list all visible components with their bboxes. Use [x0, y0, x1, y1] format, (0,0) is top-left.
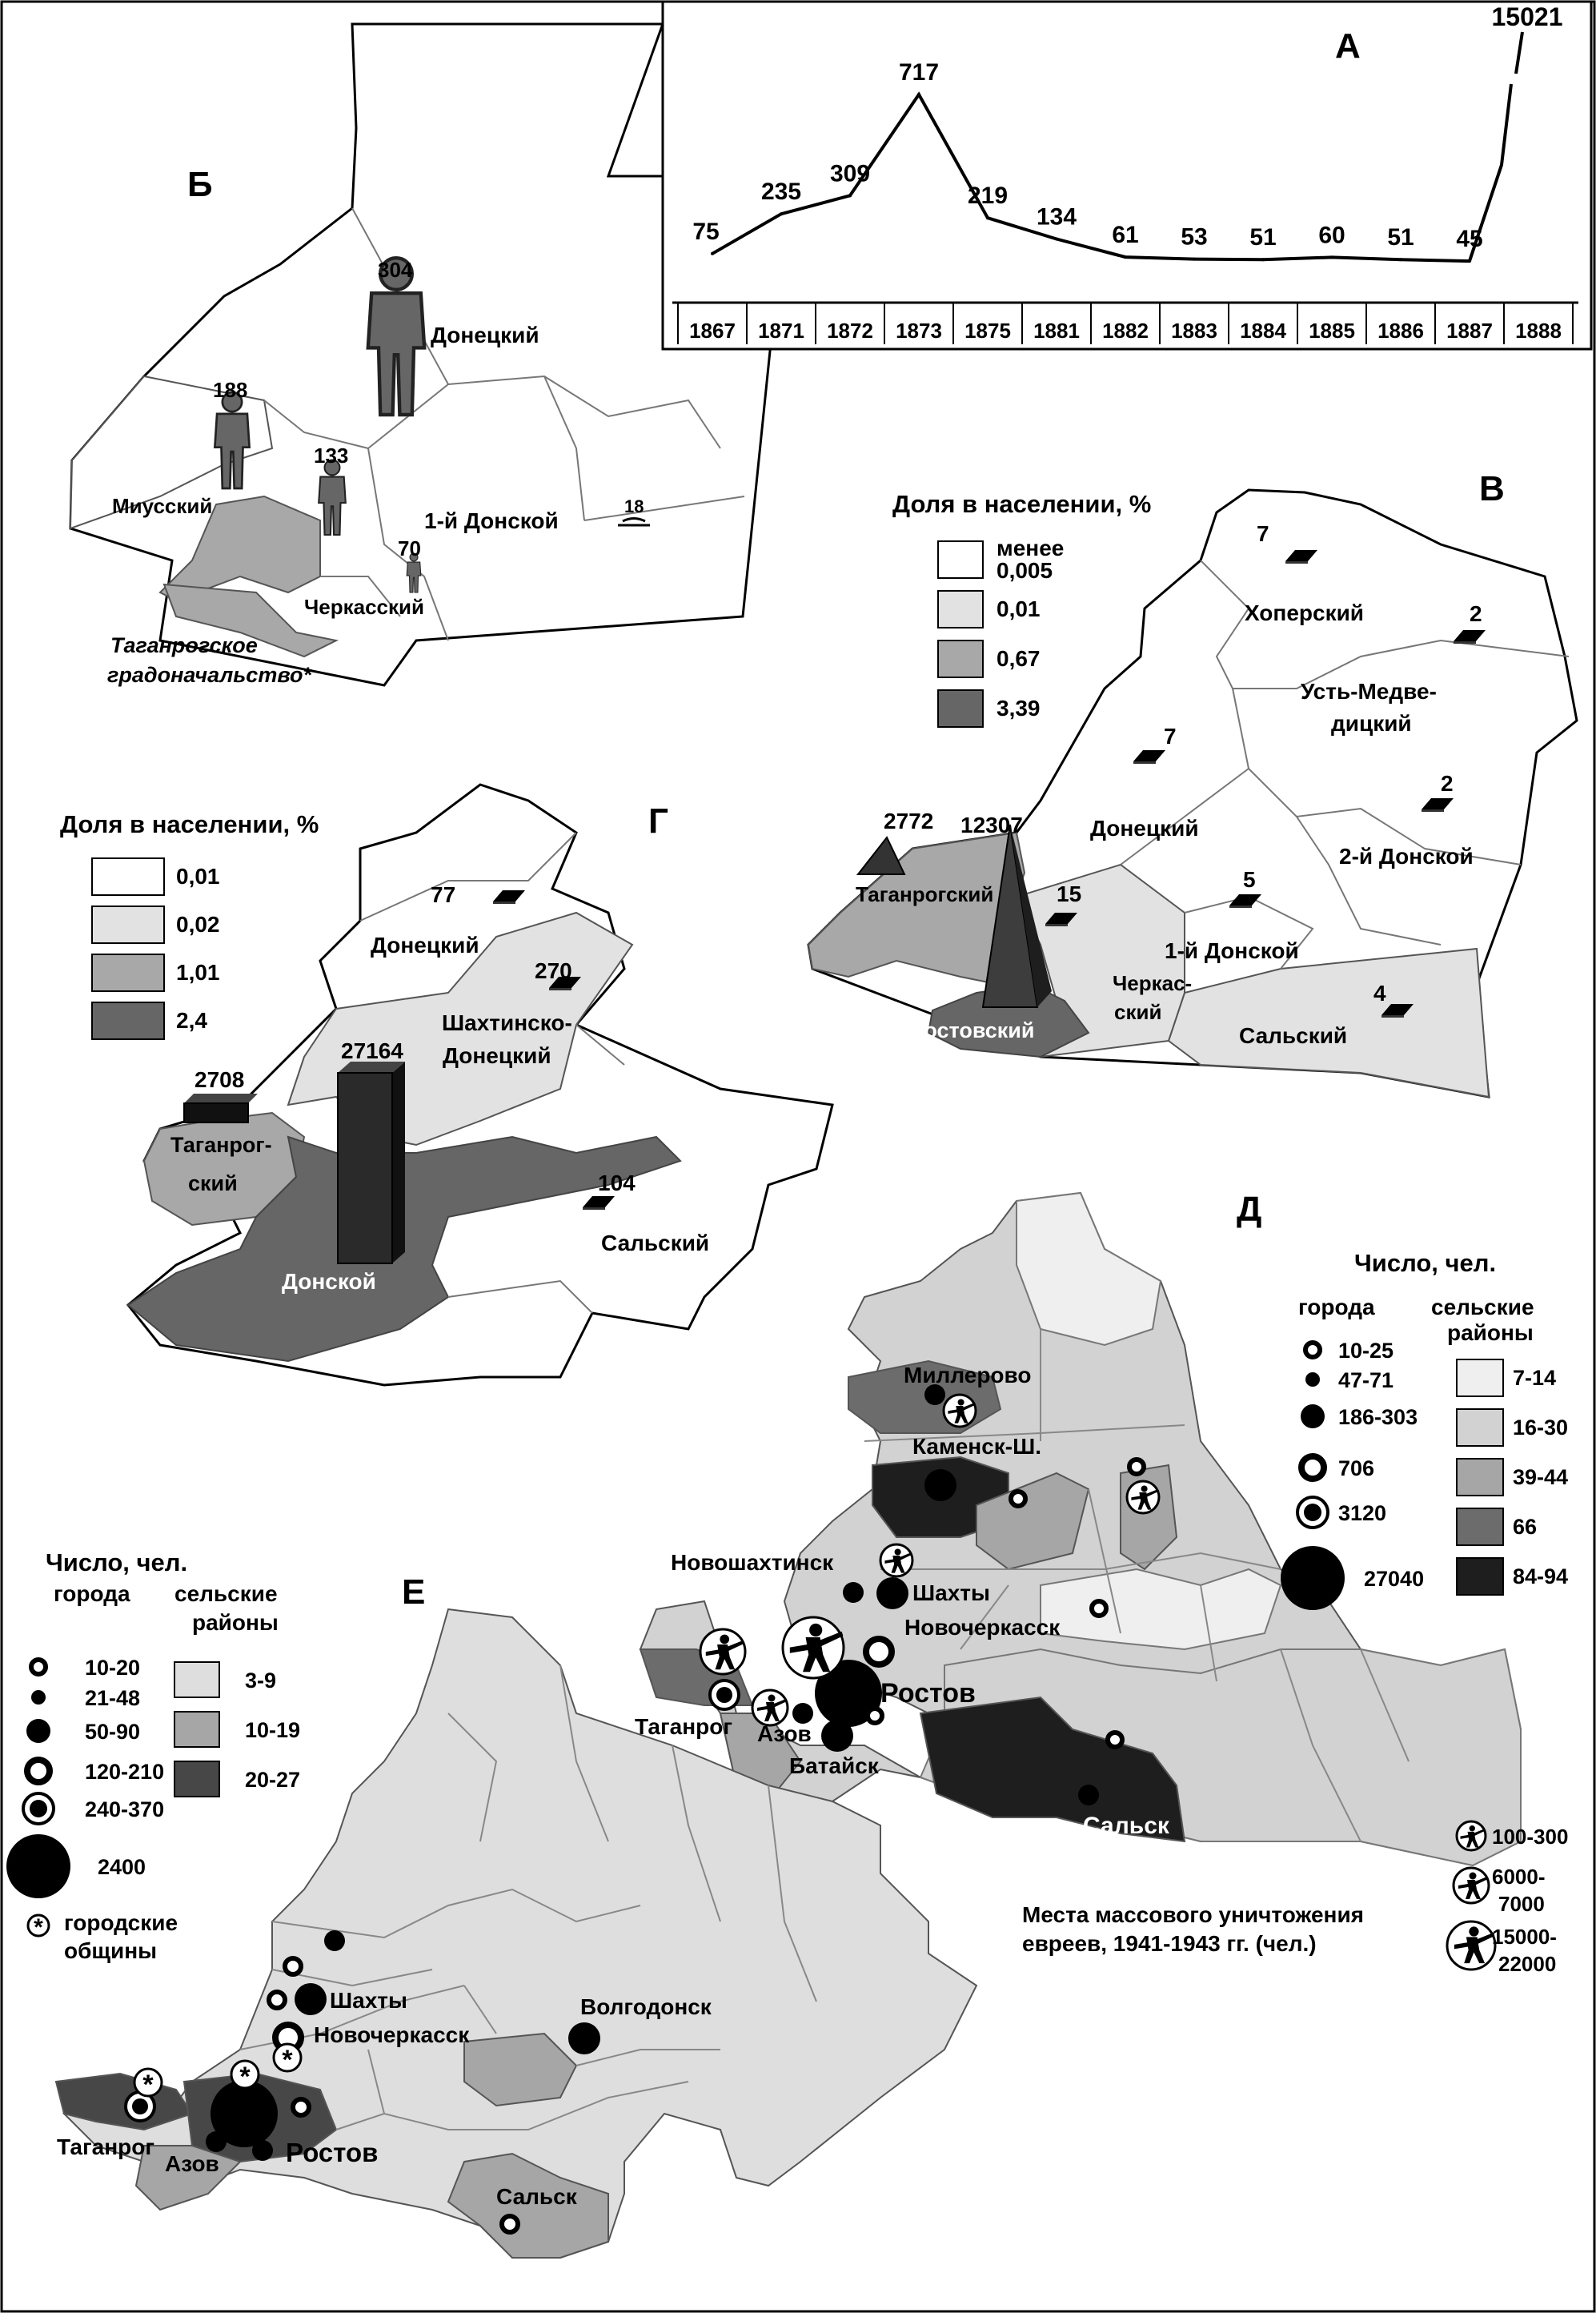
map-d-marker [1011, 1492, 1025, 1506]
map-b-region-miussky: Миусский [112, 494, 213, 518]
map-g-bar-donskoy-side [392, 1062, 405, 1263]
svg-text:*: * [282, 2045, 293, 2075]
chart-a-data-label: 45 [1456, 226, 1483, 253]
map-d-legend-city-label: 10-25 [1338, 1339, 1394, 1363]
map-b-region-donetsky: Донецкий [431, 323, 539, 347]
map-g-bar-taganrog [184, 1103, 248, 1122]
map-v-legend-swatch [938, 690, 983, 727]
map-g-legend-label: 0,02 [176, 912, 220, 937]
panel-g-letter: Г [648, 801, 668, 841]
map-d-marker [843, 1582, 864, 1603]
map-g-value-donetsky: 77 [431, 882, 456, 907]
map-d-legend-swatch [1457, 1459, 1503, 1496]
chart-a-point [1399, 258, 1402, 261]
map-e-city-azov: Азов [165, 2151, 219, 2176]
map-e-legend-city-label: 21-48 [85, 1686, 141, 1710]
map-e-marker [293, 2099, 309, 2115]
panel-a-letter: А [1335, 26, 1361, 66]
map-d-legend-rural-label: 84-94 [1513, 1564, 1569, 1588]
chart-a-point [917, 93, 920, 96]
map-e-marker [285, 1958, 301, 1974]
map-d-city-millerovo: Миллерово [904, 1363, 1032, 1387]
soldier-icon [1457, 1821, 1486, 1850]
map-e-legend-title: Число, чел. [46, 1548, 188, 1576]
map-e-legend-city-marker [26, 1719, 50, 1743]
map-v-value-taganrog: 2772 [884, 809, 934, 833]
map-e-legend-city-marker [27, 1760, 50, 1782]
map-v-value-rostov: 12307 [960, 813, 1023, 837]
map-e-marker [252, 2140, 273, 2161]
map-g-legend-label: 0,01 [176, 864, 220, 889]
soldier-icon [1447, 1921, 1495, 1970]
map-e-legend-city-marker [31, 1660, 46, 1674]
map-e-marker [568, 2022, 600, 2054]
chart-a-x-tick-label: 1886 [1377, 319, 1424, 343]
map-g-region-taganrog-line1: Таганрог- [170, 1133, 272, 1157]
map-g-value-shakht: 270 [535, 958, 572, 983]
map-e-marker [324, 1930, 345, 1951]
map-e-marker [502, 2216, 518, 2232]
map-d-legend-city-label: 47-71 [1338, 1368, 1394, 1392]
map-v-value-don1: 5 [1243, 867, 1256, 892]
map-v-region-don2: 2-й Донской [1339, 844, 1474, 869]
map-g-value-taganrog: 2708 [194, 1067, 245, 1092]
map-e-city-shakhty: Шахты [330, 1988, 407, 2013]
map-d-marker [924, 1469, 956, 1501]
map-d-marker [716, 1687, 732, 1703]
map-v-legend-swatch [938, 591, 983, 628]
map-e-legend-rural-label: 3-9 [245, 1668, 277, 1693]
map-d-city-kamensk: Каменск-Ш. [912, 1434, 1042, 1459]
map-g-legend-swatch [92, 1002, 164, 1039]
map-d-light-region-north [1017, 1193, 1161, 1345]
map-d-legend-city-marker-core [1304, 1504, 1321, 1521]
map-d-city-azov: Азов [757, 1721, 812, 1746]
map-g-legend-label: 1,01 [176, 960, 220, 985]
soldier-icon [880, 1544, 912, 1576]
map-e-legend-communities-line2: общины [64, 1938, 158, 1963]
map-e-legend-city-label: 120-210 [85, 1760, 165, 1784]
map-e-legend-city-marker [31, 1690, 46, 1705]
chart-a-point [1193, 258, 1196, 261]
map-d-legend-city-marker [1305, 1343, 1320, 1357]
map-e-legend-rural-label: 20-27 [245, 1768, 301, 1792]
map-e-rural-legend [174, 1662, 300, 1797]
chart-a-data-label: 219 [967, 183, 1009, 210]
map-d-marker [1078, 1785, 1099, 1805]
map-v-legend-label: 0,67 [996, 646, 1041, 671]
chart-a-data-label: 61 [1112, 222, 1139, 249]
soldier-icon [700, 1629, 745, 1674]
svg-text:*: * [34, 1914, 43, 1941]
map-e-city-novocherkassk: Новочеркасск [314, 2022, 470, 2047]
map-e-legend-city-marker [6, 1834, 70, 1898]
map-d-city-salsk: Сальск [1083, 1813, 1169, 1839]
map-d-legend-title: Число, чел. [1354, 1249, 1497, 1277]
map-g-region-donskoy: Донской [282, 1269, 376, 1294]
soldier-icon [783, 1617, 844, 1678]
map-v-region-ustmed-line1: Усть-Медве- [1301, 679, 1437, 704]
soldier-icon [1454, 1868, 1489, 1903]
map-d-city-legend [1281, 1339, 1424, 1610]
map-v-value-don2: 2 [1441, 771, 1454, 796]
map-e-legend-swatch [174, 1662, 219, 1697]
map-v-region-cherk-line1: Черкас- [1113, 971, 1193, 995]
map-g-bar-taganrog-top [184, 1094, 258, 1103]
map-d-legend-city-marker [1301, 1456, 1324, 1479]
map-v-legend-title: Доля в населении, % [892, 490, 1152, 518]
map-b-city-line1: Таганрогское [110, 633, 258, 657]
map-d-massacre-legend-label: 100-300 [1492, 1825, 1569, 1849]
map-d-rural-legend [1457, 1359, 1568, 1595]
map-d-legend-swatch [1457, 1409, 1503, 1446]
chart-a-data-label: 51 [1387, 224, 1414, 251]
map-d [640, 1193, 1521, 1865]
map-d-legend-swatch [1457, 1359, 1503, 1396]
chart-a [663, 2, 1591, 349]
map-g-region-shakht-line1: Шахтинско- [442, 1010, 572, 1035]
map-g-bar-donskoy [338, 1073, 392, 1263]
chart-a-x-tick-label: 1873 [896, 319, 942, 343]
map-e-city-salsk: Сальск [496, 2184, 577, 2209]
map-g-region-donetsky: Донецкий [371, 933, 479, 958]
chart-a-x-tick-label: 1875 [964, 319, 1011, 343]
map-e-legend-rural-header-line2: районы [192, 1610, 279, 1635]
map-v-region-ustmed-line2: дицкий [1331, 711, 1412, 736]
chart-a-x-tick-label: 1872 [827, 319, 873, 343]
chart-a-x-tick-label: 1867 [689, 319, 736, 343]
map-d-city-novocherkassk: Новочеркасск [904, 1615, 1061, 1640]
map-v-region-khopersky: Хоперский [1245, 600, 1365, 625]
panel-b-letter: Б [187, 165, 213, 204]
map-e-city-legend [6, 1656, 164, 1898]
map-v-region-donetsky: Донецкий [1090, 816, 1199, 841]
map-e-city-volgodonsk: Волгодонск [580, 1994, 712, 2019]
map-v-region-rostov: Ростовский [910, 1018, 1035, 1042]
map-d-legend-city-label: 3120 [1338, 1501, 1387, 1525]
map-v-legend-label-line2: 0,005 [996, 558, 1053, 583]
chart-a-point [986, 216, 989, 219]
map-v-region-don1: 1-й Донской [1165, 938, 1299, 963]
map-v [808, 490, 1577, 1097]
map-d-light-region [1041, 1569, 1281, 1649]
map-e-legend-rural-header-line1: сельские [174, 1581, 278, 1606]
chart-a-data-label: 717 [898, 59, 940, 86]
map-v-legend-label-line1: менее [996, 536, 1065, 560]
map-d-marker [821, 1720, 853, 1752]
map-d-legend-rural-header-line1: сельские [1431, 1295, 1534, 1319]
map-g-region-salsky: Сальский [601, 1231, 710, 1255]
map-g-region-shakht-line2: Донецкий [443, 1043, 551, 1068]
chart-a-point [780, 212, 783, 215]
map-g-legend-swatch [92, 906, 164, 943]
map-d-massacre-legend-label-line2: 7000 [1498, 1892, 1545, 1916]
map-d-legend-city-label: 27040 [1364, 1567, 1425, 1591]
map-g-legend-swatch [92, 858, 164, 895]
map-e-marker [132, 2098, 148, 2114]
chart-a-data-label: 53 [1181, 223, 1208, 251]
map-e-marker [206, 2131, 227, 2152]
map-d-city-shakhty: Шахты [912, 1580, 990, 1605]
chart-a-data-label: 75 [692, 218, 720, 245]
map-v-region-taganrog: Таганрогский [856, 882, 994, 906]
map-v-legend-label: 0,01 [996, 596, 1041, 621]
map-d-marker [1092, 1601, 1106, 1616]
map-d-city-novoshakhtinsk: Новошахтинск [671, 1550, 834, 1575]
map-v-pyramid-taganrog [858, 837, 904, 874]
map-g-legend-swatch [92, 954, 164, 991]
map-v-region-salsky: Сальский [1239, 1023, 1348, 1048]
map-d-massacre-legend [1447, 1821, 1568, 1976]
map-v-region-cherk-line2: ский [1114, 1000, 1162, 1024]
chart-a-x-tick-label: 1883 [1171, 319, 1217, 343]
map-b-region-cherkassky: Черкасский [304, 595, 424, 619]
map-g-legend-title: Доля в населении, % [60, 810, 319, 838]
map-e-legend-city-label: 240-370 [85, 1797, 165, 1821]
chart-a-point [1330, 255, 1333, 259]
map-g-value-salsky: 104 [598, 1171, 636, 1195]
map-v-legend [938, 536, 1064, 727]
chart-a-frame [663, 2, 1591, 349]
map-d-city-taganrog: Таганрог [635, 1714, 732, 1739]
chart-a-point [711, 252, 714, 255]
chart-a-point [1468, 259, 1471, 263]
map-g-value-donskoy: 27164 [341, 1038, 403, 1063]
chart-a-x-tick-label: 1884 [1240, 319, 1286, 343]
map-e-legend-city-label: 2400 [98, 1855, 146, 1879]
soldier-icon [944, 1395, 976, 1427]
map-e-city-rostov: Ростов [286, 2138, 379, 2167]
chart-a-data-label: 134 [1036, 203, 1077, 231]
map-b-value-cherkassky: 70 [398, 536, 421, 560]
map-d-legend-rural-header-line2: районы [1447, 1320, 1534, 1345]
chart-a-x-tick-label: 1882 [1102, 319, 1149, 343]
map-d-marker [1129, 1460, 1144, 1474]
map-v-value-donetsky: 7 [1164, 724, 1177, 749]
chart-a-x-tick-label: 1871 [758, 319, 804, 343]
map-d-legend-city-label: 706 [1338, 1456, 1375, 1480]
map-e-legend-swatch [174, 1712, 219, 1747]
map-d-legend-cities-header: города [1298, 1295, 1375, 1319]
map-g-region-taganrog-line2: ский [188, 1171, 238, 1195]
map-e-legend-city-marker-core [30, 1800, 47, 1817]
map-e-legend-rural-label: 10-19 [245, 1718, 301, 1742]
map-e-marker [269, 1992, 285, 2008]
map-b-value-east: 18 [624, 496, 644, 516]
map-d-massacre-legend-label-line2: 22000 [1498, 1952, 1557, 1976]
map-e-legend-city-label: 50-90 [85, 1720, 141, 1744]
map-d-legend-swatch [1457, 1558, 1503, 1595]
map-d-legend-city-marker [1281, 1546, 1345, 1610]
chart-a-data-label: 15021 [1491, 2, 1563, 31]
map-d-legend-rural-label: 39-44 [1513, 1465, 1569, 1489]
soldier-icon [752, 1690, 788, 1725]
chart-a-point [1055, 238, 1058, 241]
chart-a-data-label: 60 [1318, 222, 1345, 249]
map-d-legend-city-marker [1305, 1372, 1320, 1387]
map-g-legend-label: 2,4 [176, 1008, 207, 1033]
map-v-value-cherk: 15 [1057, 881, 1082, 906]
map-d-city-rostov: Ростов [880, 1678, 976, 1709]
chart-a-data-label: 235 [760, 179, 802, 206]
map-e-legend-communities-line1: городские [64, 1910, 178, 1935]
map-d-massacre-legend-label-line1: 6000- [1492, 1865, 1546, 1889]
map-v-value-khopersky: 7 [1257, 521, 1269, 546]
map-d-marker [1108, 1733, 1122, 1747]
map-e-legend-swatch [174, 1761, 219, 1797]
map-d-marker [876, 1577, 908, 1609]
chart-a-data-label: 51 [1249, 224, 1277, 251]
svg-text:*: * [239, 2062, 251, 2092]
map-b-value-donetsky: 304 [378, 258, 413, 282]
map-b-city-line2: градоначальство* [107, 663, 311, 687]
map-d-massacre-legend-label-line1: 15000- [1492, 1925, 1557, 1949]
map-e-legend-city-label: 10-20 [85, 1656, 141, 1680]
panel-v-letter: В [1479, 469, 1505, 508]
map-d-legend-city-label: 186-303 [1338, 1405, 1418, 1429]
map-d-massacre-title-line2: евреев, 1941-1943 гг. (чел.) [1022, 1931, 1317, 1956]
map-d-legend-rural-label: 16-30 [1513, 1416, 1569, 1440]
chart-a-x-tick-label: 1881 [1033, 319, 1080, 343]
map-g-legend [92, 858, 220, 1039]
map-b-region-don1: 1-й Донской [424, 508, 559, 533]
map-e-marker [295, 1983, 327, 2015]
chart-a-point [1261, 258, 1265, 261]
map-d-marker [868, 1709, 882, 1723]
map-d-marker [866, 1639, 892, 1664]
chart-a-point [1124, 255, 1127, 259]
map-d-city-bataysk: Батайск [789, 1753, 879, 1778]
map-d-legend-city-marker [1301, 1404, 1325, 1428]
map-v-legend-swatch [938, 541, 983, 578]
chart-a-x-tick-label: 1885 [1309, 319, 1355, 343]
chart-a-data-label: 309 [829, 160, 871, 187]
panel-e-letter: Е [402, 1572, 426, 1612]
chart-a-x-tick-label: 1887 [1446, 319, 1493, 343]
map-d-legend-swatch [1457, 1508, 1503, 1545]
map-v-value-ustmed: 2 [1470, 601, 1482, 626]
map-d-legend-rural-label: 7-14 [1513, 1366, 1557, 1390]
asterisk-icon [28, 1914, 49, 1941]
map-e-city-taganrog: Таганрог [57, 2134, 154, 2159]
map-d-massacre-title-line1: Места массового уничтожения [1022, 1902, 1364, 1927]
chart-a-x-tick-label: 1888 [1515, 319, 1562, 343]
map-v-legend-swatch [938, 640, 983, 677]
panel-d-letter: Д [1237, 1190, 1262, 1229]
soldier-icon [1127, 1481, 1159, 1513]
svg-text:*: * [142, 2070, 154, 2100]
map-v-value-salsky: 4 [1373, 981, 1386, 1006]
map-b-value-miussky: 188 [213, 378, 248, 402]
map-d-legend-rural-label: 66 [1513, 1515, 1538, 1539]
chart-a-point [848, 194, 852, 197]
map-b-value-mid: 133 [314, 444, 349, 468]
map-e-legend-cities-header: города [54, 1581, 130, 1606]
map-v-legend-label: 3,39 [996, 696, 1041, 721]
